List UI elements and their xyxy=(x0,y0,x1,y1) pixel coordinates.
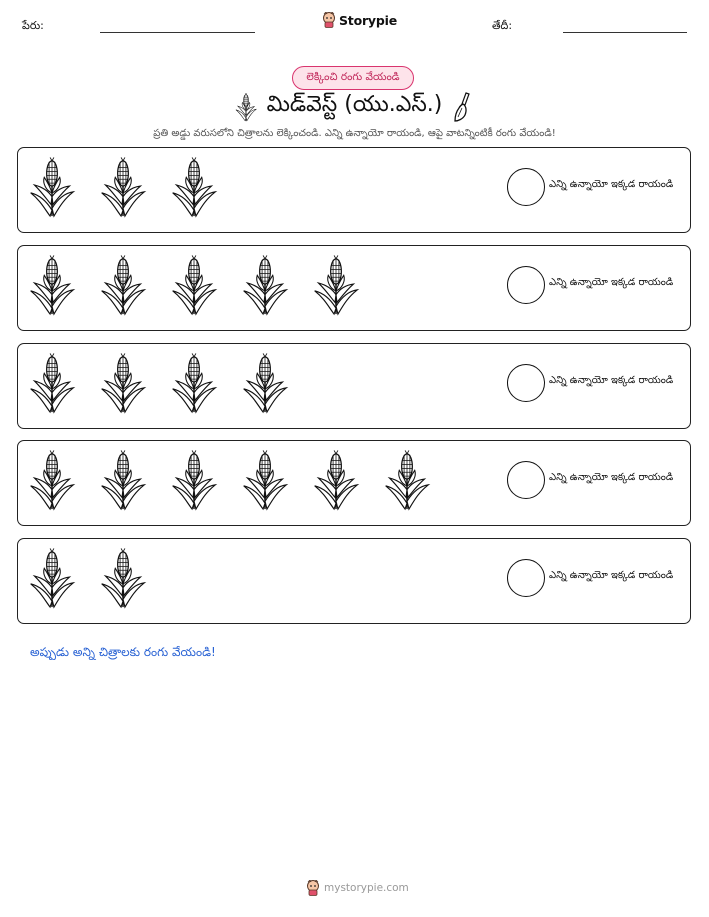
mascot-icon xyxy=(306,880,320,896)
site-url: mystorypie.com xyxy=(324,882,409,894)
name-line[interactable] xyxy=(100,32,255,33)
answer-prompt: ఎన్ని ఉన్నాయో ఇక్కడ రాయండి xyxy=(549,375,674,386)
name-label: పేరు: xyxy=(22,19,44,32)
corn-plant-icon[interactable] xyxy=(28,352,76,414)
brand-logo xyxy=(322,12,397,28)
count-row xyxy=(17,538,691,624)
corn-plant-icon[interactable] xyxy=(99,254,147,316)
corn-plant-icon[interactable] xyxy=(28,156,76,218)
picture-group xyxy=(28,449,431,511)
count-row xyxy=(17,343,691,429)
date-label: తేదీ: xyxy=(492,19,513,32)
corn-plant-icon[interactable] xyxy=(28,254,76,316)
activity-badge: లెక్కించి రంగు వేయండి xyxy=(292,66,414,90)
count-row xyxy=(17,245,691,331)
picture-group xyxy=(28,352,289,414)
answer-circle[interactable] xyxy=(507,559,545,597)
corn-plant-icon[interactable] xyxy=(170,449,218,511)
corn-plant-icon[interactable] xyxy=(170,156,218,218)
answer-prompt: ఎన్ని ఉన్నాయో ఇక్కడ రాయండి xyxy=(549,277,674,288)
count-row xyxy=(17,440,691,526)
trowel-icon xyxy=(452,91,474,123)
corn-plant-icon[interactable] xyxy=(241,449,289,511)
corn-plant-icon[interactable] xyxy=(99,449,147,511)
answer-prompt: ఎన్ని ఉన్నాయో ఇక్కడ రాయండి xyxy=(549,472,674,483)
date-line[interactable] xyxy=(563,32,687,33)
mascot-icon xyxy=(322,12,336,28)
picture-group xyxy=(28,156,218,218)
corn-plant-icon[interactable] xyxy=(383,449,431,511)
instructions: ప్రతి అడ్డు వరుసలోని చిత్రాలను లెక్కించండి. ఎన్ని ఉన్నాయో రాయండి, ఆపై వాటన్నింటికీ రంగు వేయండి! xyxy=(153,128,556,139)
page-title: మిడ్‌వెస్ట్ (యు.ఎస్.) xyxy=(266,92,443,117)
answer-circle[interactable] xyxy=(507,364,545,402)
corn-plant-icon[interactable] xyxy=(170,254,218,316)
corn-plant-icon[interactable] xyxy=(28,449,76,511)
count-row xyxy=(17,147,691,233)
site-footer xyxy=(306,880,409,896)
corn-plant-icon[interactable] xyxy=(28,547,76,609)
picture-group xyxy=(28,547,147,609)
answer-prompt: ఎన్ని ఉన్నాయో ఇక్కడ రాయండి xyxy=(549,570,674,581)
corn-plant-icon[interactable] xyxy=(241,254,289,316)
answer-circle[interactable] xyxy=(507,168,545,206)
answer-circle[interactable] xyxy=(507,266,545,304)
corn-plant-icon xyxy=(235,91,257,123)
corn-plant-icon[interactable] xyxy=(312,254,360,316)
corn-plant-icon[interactable] xyxy=(312,449,360,511)
picture-group xyxy=(28,254,360,316)
corn-plant-icon[interactable] xyxy=(241,352,289,414)
answer-circle[interactable] xyxy=(507,461,545,499)
footer-note: అప్పుడు అన్ని చిత్రాలకు రంగు వేయండి! xyxy=(30,645,216,659)
brand-name: Storypie xyxy=(339,12,397,28)
corn-plant-icon[interactable] xyxy=(99,547,147,609)
corn-plant-icon[interactable] xyxy=(99,156,147,218)
corn-plant-icon[interactable] xyxy=(170,352,218,414)
corn-plant-icon[interactable] xyxy=(99,352,147,414)
title-row xyxy=(0,90,709,124)
answer-prompt: ఎన్ని ఉన్నాయో ఇక్కడ రాయండి xyxy=(549,179,674,190)
